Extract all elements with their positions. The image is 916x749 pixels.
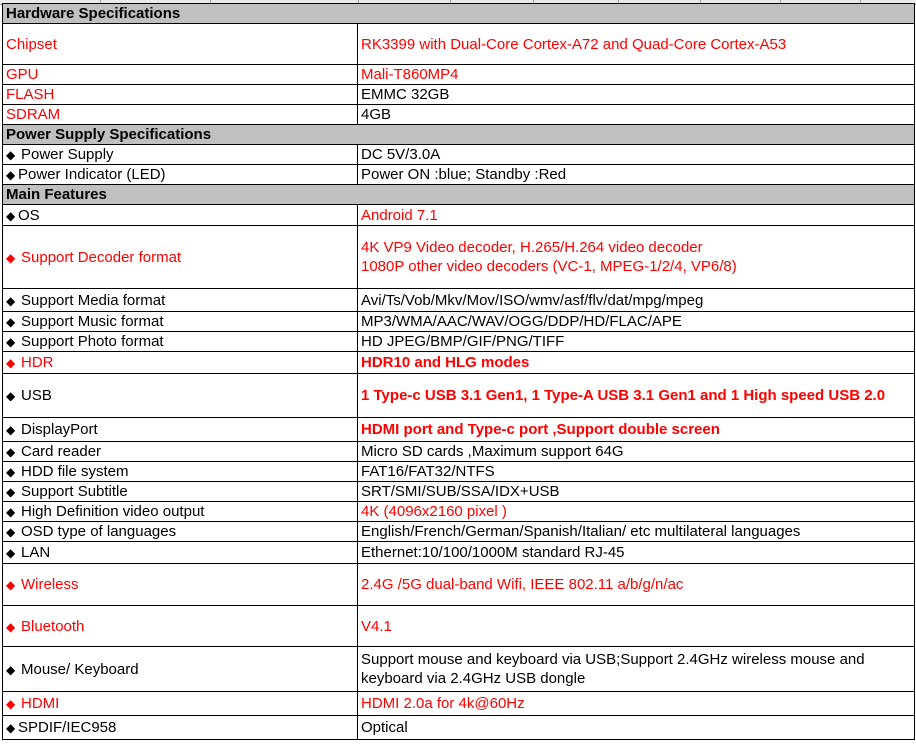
diamond-bullet-icon: ◆ <box>6 208 16 223</box>
spec-value: 1 Type-c USB 3.1 Gen1, 1 Type-A USB 3.1 Gen1 and 1 High speed USB 2.0 <box>358 374 915 418</box>
spec-label-cell <box>3 312 358 332</box>
spec-label-cell <box>3 289 358 312</box>
spec-label: Bluetooth <box>21 617 85 635</box>
spec-label: LAN <box>21 544 51 561</box>
table-row <box>3 65 915 85</box>
diamond-bullet-icon: ◆ <box>6 485 16 499</box>
table-row <box>3 716 915 740</box>
diamond-bullet-icon: ◆ <box>6 505 16 519</box>
diamond-bullet-icon: ◆ <box>6 423 16 437</box>
diamond-bullet-icon: ◆ <box>6 578 16 592</box>
spec-label: Support Music format <box>21 313 164 330</box>
spec-label-cell <box>3 145 358 165</box>
spec-table <box>2 3 915 740</box>
spec-label: SDRAM <box>3 105 358 125</box>
spec-label-cell <box>3 692 358 716</box>
spec-label: USB <box>21 387 52 404</box>
section-title: Power Supply Specifications <box>3 125 915 145</box>
spec-value: RK3399 with Dual-Core Cortex-A72 and Quad-Core Cortex-A53 <box>358 24 915 65</box>
table-row <box>3 647 915 692</box>
table-row <box>3 145 915 165</box>
table-row <box>3 482 915 502</box>
spec-label: HDR <box>21 354 54 371</box>
spec-label-cell <box>3 647 358 692</box>
spec-value: Support mouse and keyboard via USB;Support 2.4GHz wireless mouse and keyboard via 2.4GHz USB dongle <box>358 647 915 692</box>
spec-value: DC 5V/3.0A <box>358 145 915 165</box>
table-row <box>3 24 915 65</box>
spec-value: Mali-T860MP4 <box>358 65 915 85</box>
table-row <box>3 105 915 125</box>
spec-label: HDD file system <box>21 463 129 480</box>
diamond-bullet-icon: ◆ <box>6 250 16 265</box>
table-row <box>3 542 915 564</box>
spec-value: MP3/WMA/AAC/WAV/OGG/DDP/HD/FLAC/APE <box>358 312 915 332</box>
table-row <box>3 564 915 606</box>
spec-label: Power Supply <box>21 146 114 163</box>
spec-value: HD JPEG/BMP/GIF/PNG/TIFF <box>358 332 915 352</box>
spec-label-cell <box>3 462 358 482</box>
spec-value: Avi/Ts/Vob/Mkv/Mov/ISO/wmv/asf/flv/dat/mpg/mpeg <box>358 289 915 312</box>
table-row <box>3 205 915 226</box>
spec-label: OS <box>18 206 40 224</box>
spec-value-line: 1080P other video decoders (VC-1, MPEG-1/2/4, VP6/8) <box>361 258 737 275</box>
spec-value: HDMI port and Type-c port ,Support double screen <box>358 418 915 442</box>
spec-label: Support Decoder format <box>21 248 182 266</box>
spec-label: HDMI <box>21 695 60 712</box>
diamond-bullet-icon: ◆ <box>6 546 16 560</box>
spec-label: High Definition video output <box>21 503 205 520</box>
diamond-bullet-icon: ◆ <box>6 148 16 162</box>
spec-label: Support Subtitle <box>21 483 128 500</box>
spec-label-cell <box>3 482 358 502</box>
table-row <box>3 442 915 462</box>
spec-label: SPDIF/IEC958 <box>18 719 117 736</box>
table-row <box>3 692 915 716</box>
spec-label-cell <box>3 352 358 374</box>
spec-value-cell <box>358 226 915 289</box>
spec-value-line: 4K VP9 Video decoder, H.265/H.264 video decoder <box>361 239 703 256</box>
spec-label-cell <box>3 522 358 542</box>
diamond-bullet-icon: ◆ <box>6 315 16 329</box>
spec-label-cell <box>3 564 358 606</box>
table-row <box>3 462 915 482</box>
diamond-bullet-icon: ◆ <box>6 168 16 182</box>
diamond-bullet-icon: ◆ <box>6 465 16 479</box>
spec-label-cell <box>3 716 358 740</box>
spec-value: HDR10 and HLG modes <box>358 352 915 374</box>
spec-label-cell <box>3 502 358 522</box>
section-title: Main Features <box>3 185 915 205</box>
section-header-row <box>3 125 915 145</box>
table-row <box>3 352 915 374</box>
spec-value: FAT16/FAT32/NTFS <box>358 462 915 482</box>
table-row <box>3 332 915 352</box>
spec-label: Support Photo format <box>21 333 164 350</box>
spec-value: 4GB <box>358 105 915 125</box>
spec-value: Ethernet:10/100/1000M standard RJ-45 <box>358 542 915 564</box>
spec-label: Chipset <box>3 24 358 65</box>
table-row <box>3 522 915 542</box>
diamond-bullet-icon: ◆ <box>6 445 16 459</box>
section-title: Hardware Specifications <box>3 4 915 24</box>
spec-label-cell <box>3 332 358 352</box>
diamond-bullet-icon: ◆ <box>6 697 16 711</box>
table-row <box>3 418 915 442</box>
table-row <box>3 606 915 647</box>
diamond-bullet-icon: ◆ <box>6 335 16 349</box>
section-header-row <box>3 185 915 205</box>
spec-value: Android 7.1 <box>358 205 915 226</box>
diamond-bullet-icon: ◆ <box>6 389 16 403</box>
spec-label: Power Indicator (LED) <box>18 166 166 183</box>
diamond-bullet-icon: ◆ <box>6 293 16 308</box>
spec-label: DisplayPort <box>21 421 98 438</box>
table-row <box>3 502 915 522</box>
spec-value: 4K (4096x2160 pixel ) <box>358 502 915 522</box>
spec-value: V4.1 <box>358 606 915 647</box>
spec-label: OSD type of languages <box>21 523 177 540</box>
table-row <box>3 289 915 312</box>
spec-value: SRT/SMI/SUB/SSA/IDX+USB <box>358 482 915 502</box>
spec-value: Micro SD cards ,Maximum support 64G <box>358 442 915 462</box>
spec-label: GPU <box>3 65 358 85</box>
spec-value: EMMC 32GB <box>358 85 915 105</box>
diamond-bullet-icon: ◆ <box>6 662 16 677</box>
table-row <box>3 226 915 289</box>
spec-label-cell <box>3 442 358 462</box>
spec-label-cell <box>3 418 358 442</box>
spec-label: Mouse/ Keyboard <box>21 660 139 678</box>
spec-value: 2.4G /5G dual-band Wifi, IEEE 802.11 a/b/g/n/ac <box>358 564 915 606</box>
diamond-bullet-icon: ◆ <box>6 619 16 634</box>
diamond-bullet-icon: ◆ <box>6 525 16 539</box>
spec-label-cell <box>3 606 358 647</box>
table-row <box>3 374 915 418</box>
spec-label-cell <box>3 542 358 564</box>
spec-label-cell <box>3 374 358 418</box>
spec-label: Card reader <box>21 443 102 460</box>
spec-label: Wireless <box>21 576 79 593</box>
table-row <box>3 312 915 332</box>
diamond-bullet-icon: ◆ <box>6 721 16 735</box>
spec-label-cell <box>3 205 358 226</box>
spec-value: English/French/German/Spanish/Italian/ etc multilateral languages <box>358 522 915 542</box>
spec-label: FLASH <box>3 85 358 105</box>
spec-value: Power ON :blue; Standby :Red <box>358 165 915 185</box>
spec-value: HDMI 2.0a for 4k@60Hz <box>358 692 915 716</box>
diamond-bullet-icon: ◆ <box>6 356 16 370</box>
section-header-row <box>3 4 915 24</box>
table-row <box>3 85 915 105</box>
spec-label: Support Media format <box>21 291 166 309</box>
table-row <box>3 165 915 185</box>
spec-label-cell <box>3 226 358 289</box>
spec-label-cell <box>3 165 358 185</box>
spec-value: Optical <box>358 716 915 740</box>
